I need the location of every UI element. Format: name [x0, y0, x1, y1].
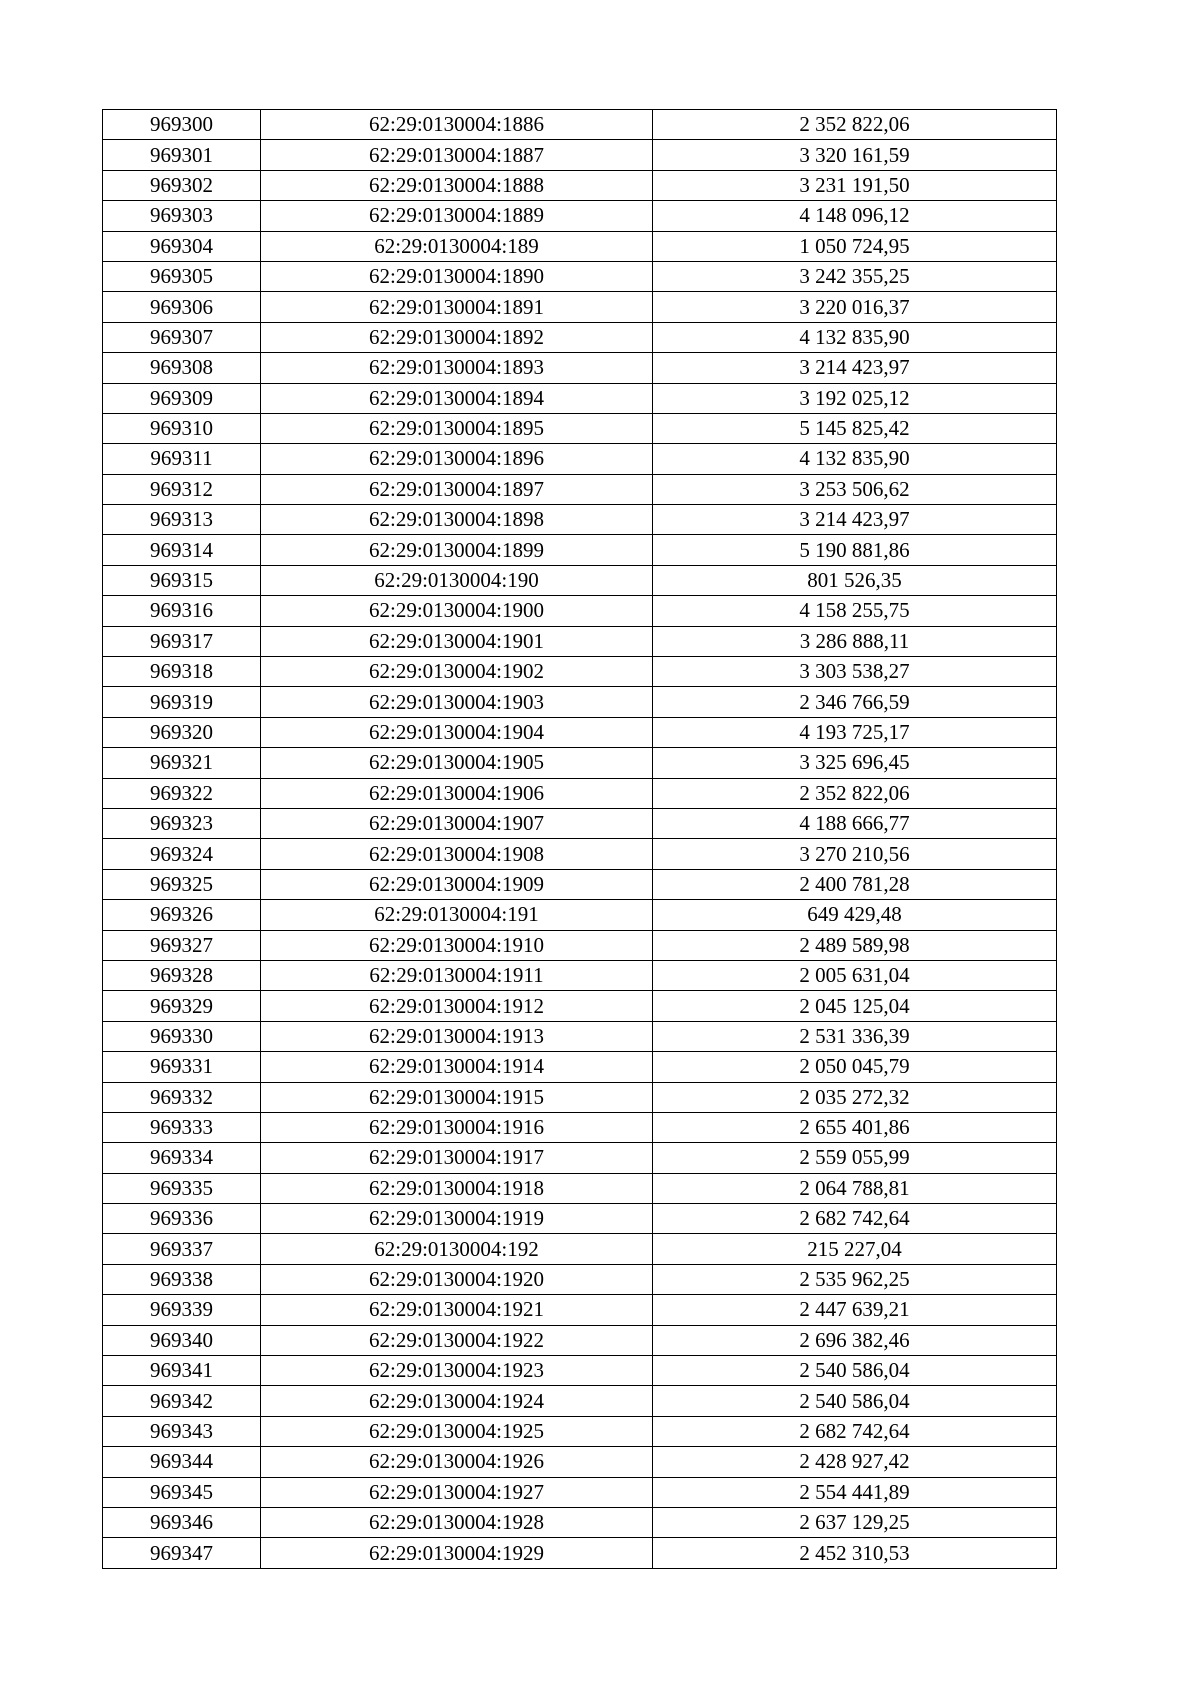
cadastral-number-cell: 62:29:0130004:1895	[261, 413, 653, 443]
table-row	[103, 261, 1057, 291]
table-row	[103, 231, 1057, 261]
cadastral-number-cell: 62:29:0130004:1891	[261, 292, 653, 322]
table-row	[103, 1507, 1057, 1537]
table-row	[103, 1264, 1057, 1294]
cadastral-number-cell: 62:29:0130004:1924	[261, 1386, 653, 1416]
cadastral-number-cell: 62:29:0130004:1899	[261, 535, 653, 565]
table-row	[103, 353, 1057, 383]
cadastral-value-cell: 5 145 825,42	[653, 413, 1057, 443]
table-row	[103, 1356, 1057, 1386]
row-number-cell: 969320	[103, 717, 261, 747]
table-row	[103, 1052, 1057, 1082]
cadastral-value-cell: 3 231 191,50	[653, 170, 1057, 200]
cadastral-number-cell: 62:29:0130004:1928	[261, 1507, 653, 1537]
cadastral-number-cell: 62:29:0130004:1902	[261, 657, 653, 687]
row-number-cell: 969344	[103, 1447, 261, 1477]
cadastral-value-cell: 1 050 724,95	[653, 231, 1057, 261]
cadastral-number-cell: 62:29:0130004:1918	[261, 1173, 653, 1203]
table-row	[103, 444, 1057, 474]
row-number-cell: 969329	[103, 991, 261, 1021]
cadastral-number-cell: 62:29:0130004:1917	[261, 1143, 653, 1173]
cadastral-value-cell: 2 352 822,06	[653, 110, 1057, 140]
cadastral-number-cell: 62:29:0130004:191	[261, 900, 653, 930]
row-number-cell: 969341	[103, 1356, 261, 1386]
row-number-cell: 969315	[103, 565, 261, 595]
row-number-cell: 969332	[103, 1082, 261, 1112]
row-number-cell: 969347	[103, 1538, 261, 1568]
cadastral-value-cell: 3 242 355,25	[653, 261, 1057, 291]
cadastral-number-cell: 62:29:0130004:192	[261, 1234, 653, 1264]
table-row	[103, 110, 1057, 140]
cadastral-number-cell: 62:29:0130004:1886	[261, 110, 653, 140]
cadastral-number-cell: 62:29:0130004:1919	[261, 1204, 653, 1234]
cadastral-value-cell: 3 320 161,59	[653, 140, 1057, 170]
cadastral-value-table	[102, 109, 1057, 1569]
cadastral-value-cell: 2 682 742,64	[653, 1416, 1057, 1446]
table-row	[103, 1295, 1057, 1325]
row-number-cell: 969304	[103, 231, 261, 261]
table-row	[103, 1234, 1057, 1264]
cadastral-value-cell: 3 303 538,27	[653, 657, 1057, 687]
table-row	[103, 626, 1057, 656]
cadastral-number-cell: 62:29:0130004:1887	[261, 140, 653, 170]
cadastral-value-cell: 4 148 096,12	[653, 201, 1057, 231]
table-row	[103, 687, 1057, 717]
cadastral-value-cell: 3 253 506,62	[653, 474, 1057, 504]
cadastral-number-cell: 62:29:0130004:1908	[261, 839, 653, 869]
cadastral-value-cell: 649 429,48	[653, 900, 1057, 930]
cadastral-value-cell: 2 428 927,42	[653, 1447, 1057, 1477]
table-row	[103, 1173, 1057, 1203]
table-row	[103, 1477, 1057, 1507]
table-row	[103, 1143, 1057, 1173]
cadastral-value-cell: 2 696 382,46	[653, 1325, 1057, 1355]
cadastral-value-cell: 2 447 639,21	[653, 1295, 1057, 1325]
cadastral-value-cell: 2 655 401,86	[653, 1112, 1057, 1142]
table-row	[103, 900, 1057, 930]
cadastral-value-cell: 3 270 210,56	[653, 839, 1057, 869]
cadastral-value-cell: 2 050 045,79	[653, 1052, 1057, 1082]
cadastral-number-cell: 62:29:0130004:1892	[261, 322, 653, 352]
table-row	[103, 292, 1057, 322]
row-number-cell: 969323	[103, 808, 261, 838]
cadastral-value-cell: 2 489 589,98	[653, 930, 1057, 960]
cadastral-number-cell: 62:29:0130004:1913	[261, 1021, 653, 1051]
cadastral-number-cell: 62:29:0130004:1911	[261, 960, 653, 990]
row-number-cell: 969346	[103, 1507, 261, 1537]
cadastral-number-cell: 62:29:0130004:1897	[261, 474, 653, 504]
table-row	[103, 930, 1057, 960]
row-number-cell: 969309	[103, 383, 261, 413]
cadastral-number-cell: 62:29:0130004:1900	[261, 596, 653, 626]
row-number-cell: 969302	[103, 170, 261, 200]
cadastral-number-cell: 62:29:0130004:189	[261, 231, 653, 261]
cadastral-value-cell: 3 286 888,11	[653, 626, 1057, 656]
cadastral-value-cell: 2 400 781,28	[653, 869, 1057, 899]
row-number-cell: 969343	[103, 1416, 261, 1446]
table-row	[103, 1416, 1057, 1446]
row-number-cell: 969316	[103, 596, 261, 626]
table-row	[103, 1447, 1057, 1477]
cadastral-value-cell: 4 188 666,77	[653, 808, 1057, 838]
cadastral-number-cell: 62:29:0130004:1889	[261, 201, 653, 231]
cadastral-value-cell: 2 045 125,04	[653, 991, 1057, 1021]
cadastral-number-cell: 62:29:0130004:1926	[261, 1447, 653, 1477]
table-row	[103, 1021, 1057, 1051]
row-number-cell: 969339	[103, 1295, 261, 1325]
row-number-cell: 969337	[103, 1234, 261, 1264]
table-row	[103, 413, 1057, 443]
table-row	[103, 839, 1057, 869]
row-number-cell: 969303	[103, 201, 261, 231]
table-row	[103, 1112, 1057, 1142]
cadastral-value-cell: 2 005 631,04	[653, 960, 1057, 990]
cadastral-number-cell: 62:29:0130004:1923	[261, 1356, 653, 1386]
table-body	[103, 110, 1057, 1569]
cadastral-number-cell: 62:29:0130004:1896	[261, 444, 653, 474]
cadastral-value-cell: 3 325 696,45	[653, 748, 1057, 778]
row-number-cell: 969322	[103, 778, 261, 808]
cadastral-value-cell: 2 535 962,25	[653, 1264, 1057, 1294]
table-row	[103, 1386, 1057, 1416]
table-row	[103, 505, 1057, 535]
cadastral-number-cell: 62:29:0130004:1890	[261, 261, 653, 291]
row-number-cell: 969310	[103, 413, 261, 443]
table-row	[103, 535, 1057, 565]
cadastral-value-cell: 3 192 025,12	[653, 383, 1057, 413]
row-number-cell: 969318	[103, 657, 261, 687]
row-number-cell: 969340	[103, 1325, 261, 1355]
cadastral-number-cell: 62:29:0130004:1914	[261, 1052, 653, 1082]
cadastral-number-cell: 62:29:0130004:1904	[261, 717, 653, 747]
row-number-cell: 969326	[103, 900, 261, 930]
row-number-cell: 969319	[103, 687, 261, 717]
cadastral-value-cell: 801 526,35	[653, 565, 1057, 595]
row-number-cell: 969342	[103, 1386, 261, 1416]
cadastral-number-cell: 62:29:0130004:1905	[261, 748, 653, 778]
row-number-cell: 969305	[103, 261, 261, 291]
cadastral-number-cell: 62:29:0130004:1921	[261, 1295, 653, 1325]
table-row	[103, 596, 1057, 626]
row-number-cell: 969334	[103, 1143, 261, 1173]
table-row	[103, 748, 1057, 778]
row-number-cell: 969330	[103, 1021, 261, 1051]
table-row	[103, 140, 1057, 170]
row-number-cell: 969313	[103, 505, 261, 535]
table-row	[103, 170, 1057, 200]
cadastral-value-cell: 2 540 586,04	[653, 1386, 1057, 1416]
cadastral-value-cell: 3 220 016,37	[653, 292, 1057, 322]
cadastral-value-cell: 3 214 423,97	[653, 353, 1057, 383]
cadastral-value-cell: 3 214 423,97	[653, 505, 1057, 535]
cadastral-number-cell: 62:29:0130004:1912	[261, 991, 653, 1021]
table-row	[103, 474, 1057, 504]
row-number-cell: 969321	[103, 748, 261, 778]
cadastral-value-cell: 4 158 255,75	[653, 596, 1057, 626]
cadastral-value-cell: 215 227,04	[653, 1234, 1057, 1264]
row-number-cell: 969308	[103, 353, 261, 383]
cadastral-number-cell: 62:29:0130004:1910	[261, 930, 653, 960]
cadastral-number-cell: 62:29:0130004:1916	[261, 1112, 653, 1142]
table-row	[103, 1325, 1057, 1355]
cadastral-value-cell: 2 540 586,04	[653, 1356, 1057, 1386]
cadastral-number-cell: 62:29:0130004:1903	[261, 687, 653, 717]
cadastral-number-cell: 62:29:0130004:1922	[261, 1325, 653, 1355]
row-number-cell: 969307	[103, 322, 261, 352]
table-row	[103, 717, 1057, 747]
cadastral-number-cell: 62:29:0130004:190	[261, 565, 653, 595]
cadastral-value-cell: 4 132 835,90	[653, 322, 1057, 352]
cadastral-number-cell: 62:29:0130004:1909	[261, 869, 653, 899]
row-number-cell: 969336	[103, 1204, 261, 1234]
cadastral-number-cell: 62:29:0130004:1893	[261, 353, 653, 383]
table-row	[103, 1538, 1057, 1568]
cadastral-number-cell: 62:29:0130004:1888	[261, 170, 653, 200]
cadastral-number-cell: 62:29:0130004:1907	[261, 808, 653, 838]
row-number-cell: 969314	[103, 535, 261, 565]
table-row	[103, 1204, 1057, 1234]
table-row	[103, 383, 1057, 413]
table-row	[103, 657, 1057, 687]
cadastral-value-cell: 2 352 822,06	[653, 778, 1057, 808]
cadastral-number-cell: 62:29:0130004:1920	[261, 1264, 653, 1294]
cadastral-value-cell: 2 346 766,59	[653, 687, 1057, 717]
cadastral-number-cell: 62:29:0130004:1925	[261, 1416, 653, 1446]
cadastral-value-cell: 2 531 336,39	[653, 1021, 1057, 1051]
cadastral-number-cell: 62:29:0130004:1929	[261, 1538, 653, 1568]
row-number-cell: 969306	[103, 292, 261, 322]
table-row	[103, 322, 1057, 352]
table-row	[103, 565, 1057, 595]
cadastral-value-cell: 2 559 055,99	[653, 1143, 1057, 1173]
cadastral-value-cell: 4 132 835,90	[653, 444, 1057, 474]
cadastral-value-cell: 2 637 129,25	[653, 1507, 1057, 1537]
row-number-cell: 969338	[103, 1264, 261, 1294]
table-row	[103, 1082, 1057, 1112]
cadastral-number-cell: 62:29:0130004:1894	[261, 383, 653, 413]
row-number-cell: 969324	[103, 839, 261, 869]
table-row	[103, 778, 1057, 808]
cadastral-number-cell: 62:29:0130004:1901	[261, 626, 653, 656]
row-number-cell: 969312	[103, 474, 261, 504]
cadastral-number-cell: 62:29:0130004:1915	[261, 1082, 653, 1112]
row-number-cell: 969327	[103, 930, 261, 960]
table-row	[103, 869, 1057, 899]
cadastral-value-cell: 2 035 272,32	[653, 1082, 1057, 1112]
cadastral-number-cell: 62:29:0130004:1898	[261, 505, 653, 535]
row-number-cell: 969317	[103, 626, 261, 656]
cadastral-value-cell: 4 193 725,17	[653, 717, 1057, 747]
row-number-cell: 969333	[103, 1112, 261, 1142]
row-number-cell: 969335	[103, 1173, 261, 1203]
table-row	[103, 991, 1057, 1021]
row-number-cell: 969328	[103, 960, 261, 990]
row-number-cell: 969300	[103, 110, 261, 140]
cadastral-value-cell: 2 064 788,81	[653, 1173, 1057, 1203]
row-number-cell: 969331	[103, 1052, 261, 1082]
cadastral-value-cell: 2 554 441,89	[653, 1477, 1057, 1507]
row-number-cell: 969345	[103, 1477, 261, 1507]
table-row	[103, 201, 1057, 231]
cadastral-value-cell: 5 190 881,86	[653, 535, 1057, 565]
row-number-cell: 969311	[103, 444, 261, 474]
cadastral-number-cell: 62:29:0130004:1906	[261, 778, 653, 808]
row-number-cell: 969301	[103, 140, 261, 170]
cadastral-number-cell: 62:29:0130004:1927	[261, 1477, 653, 1507]
cadastral-value-cell: 2 452 310,53	[653, 1538, 1057, 1568]
cadastral-value-cell: 2 682 742,64	[653, 1204, 1057, 1234]
row-number-cell: 969325	[103, 869, 261, 899]
table-row	[103, 960, 1057, 990]
table-row	[103, 808, 1057, 838]
